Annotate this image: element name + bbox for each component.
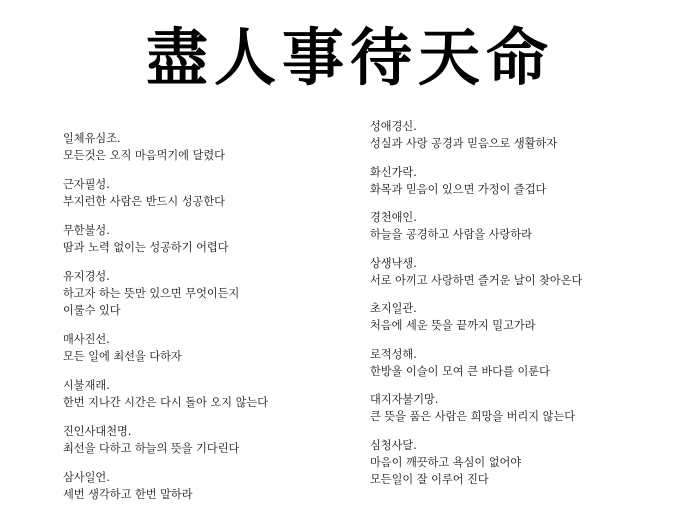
- proverb-meaning: 하고자 하는 뜻만 있으면 무엇이든지: [63, 287, 240, 300]
- proverb-entry: [370, 346, 700, 380]
- proverb-heading: 경천애인.: [370, 211, 417, 224]
- proverb-entry: [63, 268, 393, 319]
- proverb-heading: 심청사달.: [370, 438, 417, 452]
- proverb-meaning: 이룰수 있다: [63, 304, 121, 317]
- proverb-meaning: 화목과 믿음이 있으면 가정이 즐겁다: [370, 182, 547, 196]
- proverb-meaning: 세번 생각하고 한번 말하라: [63, 488, 193, 501]
- proverb-entry: [370, 300, 700, 334]
- proverb-heading: 근자필성.: [63, 178, 110, 191]
- proverb-meaning: 서로 아끼고 사랑하면 즐거운 날이 찾아온다: [370, 273, 583, 287]
- proverb-entry: [370, 164, 700, 198]
- proverb-heading: 매사진선.: [63, 333, 110, 346]
- proverb-meaning: 부지런한 사람은 반드시 성공한다: [63, 195, 225, 208]
- left-column: [63, 130, 393, 515]
- proverb-heading: 시불재래.: [63, 379, 110, 392]
- proverb-meaning: 모든것은 오직 마음먹기에 달렸다: [63, 149, 225, 162]
- proverb-meaning: 한방울 이슬이 모여 큰 바다를 이룬다: [370, 364, 550, 378]
- proverb-entry: [370, 255, 700, 289]
- proverb-entry: [63, 423, 393, 457]
- proverb-heading: 삼사일언.: [63, 471, 110, 484]
- proverb-entry: [63, 176, 393, 210]
- right-column: [370, 118, 700, 499]
- proverb-heading: 대지자불기망.: [370, 393, 439, 406]
- proverb-meaning: 성실과 사랑 공경과 믿음으로 생활하자: [370, 137, 558, 150]
- proverb-entry: [63, 377, 393, 411]
- proverb-entry: [63, 222, 393, 256]
- proverb-meaning: 큰 뜻을 품은 사람은 희망을 버리지 않는다: [370, 410, 576, 423]
- proverb-heading: 로적성해.: [370, 347, 417, 361]
- proverb-meaning: 처음에 세운 뜻을 끝까지 밀고가라: [370, 319, 536, 332]
- proverb-meaning: 한번 지나간 시간은 다시 돌아 오지 않는다: [63, 396, 269, 409]
- proverb-meaning: 마음이 깨끗하고 욕심이 없어야: [370, 455, 522, 469]
- proverb-heading: 화신가락.: [370, 165, 417, 179]
- proverb-meaning: 모든 일에 최선을 다하자: [63, 350, 182, 363]
- proverb-heading: 무한불성.: [63, 224, 110, 237]
- proverb-heading: 상생낙생.: [370, 256, 417, 270]
- proverb-heading: 성애경신.: [370, 120, 417, 133]
- proverb-entry: [63, 469, 393, 503]
- proverb-entry: [370, 118, 700, 152]
- proverb-entry: [370, 437, 700, 488]
- proverb-entry: [370, 209, 700, 243]
- proverb-entry: [63, 130, 393, 164]
- proverb-meaning: 최선을 다하고 하늘의 뜻을 기다린다: [63, 442, 240, 455]
- proverb-entry: [63, 331, 393, 365]
- proverb-heading: 진인사대천명.: [63, 425, 132, 438]
- page-title: 盡人事待天命: [145, 21, 554, 94]
- proverb-heading: 유지경성.: [63, 270, 110, 283]
- proverb-meaning: 모든일이 잘 이루어 진다: [370, 472, 489, 486]
- proverb-meaning: 하늘을 공경하고 사람을 사랑하라: [370, 228, 532, 241]
- proverb-heading: 초지일관.: [370, 302, 417, 315]
- proverb-entry: [370, 391, 700, 425]
- proverb-meaning: 땀과 노력 없이는 성공하기 어렵다: [63, 241, 229, 254]
- proverb-heading: 일체유심조.: [63, 132, 121, 145]
